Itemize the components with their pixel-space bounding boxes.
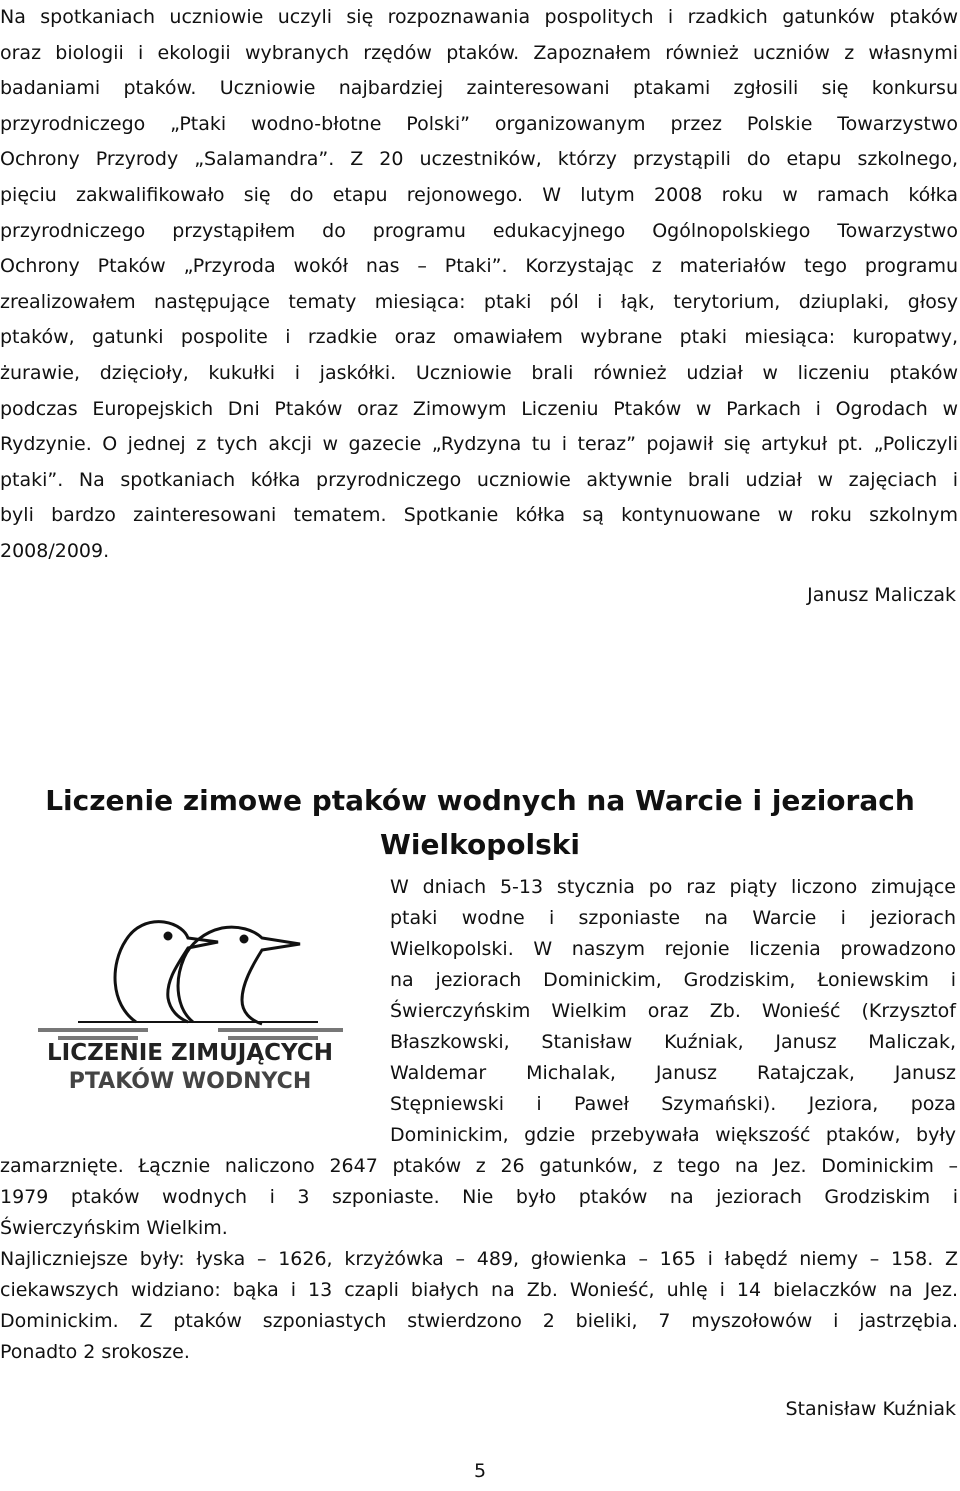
text-line: badaniami ptaków. Uczniowie najbardziej zainteresowani ptakami zgłosili się konkursu [0,77,958,100]
text-line: Wielkopolski. W naszym rejonie liczenia prowadzono [390,938,956,960]
logo-text-line2: PTAKÓW WODNYCH [68,1069,312,1094]
text-line: 1979 ptaków wodnych i 3 szponiaste. Nie było ptaków na jeziorach Grodziskim i [0,1186,958,1208]
text-line: Dominickim, gdzie przebywała większość ptaków, były [390,1124,956,1146]
text-line: zrealizowałem następujące tematy miesiąca: ptaki pól i łąk, terytorium, dziuplaki, głosy [0,290,958,313]
text-line: podczas Europejskich Dni Ptaków oraz Zimowym Liczeniu Ptaków w Parkach i Ogrodach w [0,397,958,420]
text-line: przyrodniczego „Ptaki wodno-błotne Polski” organizowanym przez Polskie Towarzystwo [0,112,958,135]
text-line: Świerczyńskim Wielkim. [0,1217,228,1239]
text-line: Ponadto 2 srokosze. [0,1341,190,1363]
author-signature: Janusz Maliczak [807,584,956,606]
text-line: na jeziorach Dominickim, Grodziskim, Łoniewskim i [390,969,956,991]
text-line: W dniach 5-13 stycznia po raz piąty liczono zimujące [390,876,956,898]
text-line: zamarznięte. Łącznie naliczono 2647 ptaków z 26 gatunków, z tego na Jez. Dominickim – [0,1155,958,1177]
paragraph-winter-count-continued [0,1151,958,1244]
text-line: oraz biologii i ekologii wybranych rzędów ptaków. Zapoznałem również uczniów z własnymi [0,41,958,64]
text-line: Rydzynie. O jednej z tych akcji w gazecie „Rydzyna tu i teraz” pojawił się artykuł pt. „Policzyli [0,433,958,456]
author-signature: Stanisław Kuźniak [785,1398,956,1420]
text-line: ciekawszych widziano: bąka i 13 czapli białych na Zb. Wonieść, uhlę i 14 bielaczków na Jez. [0,1279,958,1301]
bird-count-logo [18,872,363,1097]
paragraph-winter-count-intro [390,872,956,1151]
text-line: żurawie, dzięcioły, kukułki i jaskółki. Uczniowie brali również udział w liczeniu ptaków [0,361,958,384]
text-line: ptaki”. Na spotkaniach kółka przyrodniczego uczniowie aktywnie brali udział w zajęciach i [0,468,958,491]
page-number: 5 [473,1460,487,1482]
text-line: ptaki wodne i szponiaste na Warcie i jeziorach [390,907,956,929]
text-line: Świerczyńskim Wielkim oraz Zb. Wonieść (Krzysztof [390,1000,956,1022]
text-line: 2008/2009. [0,539,110,562]
two-ducks-icon [78,922,318,1024]
text-line: Dominickim. Z ptaków szponiastych stwierdzono 2 bieliki, 7 myszołowów i jastrzębia. [0,1310,958,1332]
text-line: Ochrony Ptaków „Przyroda wokół nas – Ptaki”. Korzystając z materiałów tego programu [0,255,958,278]
article-heading [0,779,960,867]
heading-line: Wielkopolski [380,827,580,861]
logo-text-line1: LICZENIE ZIMUJĄCYCH [46,1040,334,1066]
text-line: Ochrony Przyrody „Salamandra”. Z 20 uczestników, którzy przystąpili do etapu szkolnego, [0,148,958,171]
text-line: ptaków, gatunki pospolite i rzadkie oraz omawiałem wybrane ptaki miesiąca: kuropatwy, [0,326,958,349]
text-line: byli bardzo zainteresowani tematem. Spotkanie kółka są kontynuowane w roku szkolnym [0,504,958,527]
paragraph-bird-club [0,0,958,570]
text-line: Stępniewski i Paweł Szymański). Jeziora, poza [390,1093,956,1115]
text-line: Najliczniejsze były: łyska – 1626, krzyżówka – 489, głowienka – 165 i łabędź niemy – 158. Z [0,1248,958,1270]
water-stripes [38,1028,343,1040]
text-line: przyrodniczego przystąpiłem do programu edukacyjnego Ogólnopolskiego Towarzystwo [0,219,958,242]
text-line: Waldemar Michalak, Janusz Ratajczak, Janusz [390,1062,956,1084]
text-line: pięciu zakwalifikowało się do etapu rejonowego. W lutym 2008 roku w ramach kółka [0,183,958,206]
text-line: Błaszkowski, Stanisław Kuźniak, Janusz Maliczak, [390,1031,956,1053]
text-line: Na spotkaniach uczniowie uczyli się rozpoznawania pospolitych i rzadkich gatunków ptaków [0,6,958,28]
paragraph-species-counts [0,1244,958,1368]
heading-line: Liczenie zimowe ptaków wodnych na Warcie i jeziorach [45,783,915,817]
